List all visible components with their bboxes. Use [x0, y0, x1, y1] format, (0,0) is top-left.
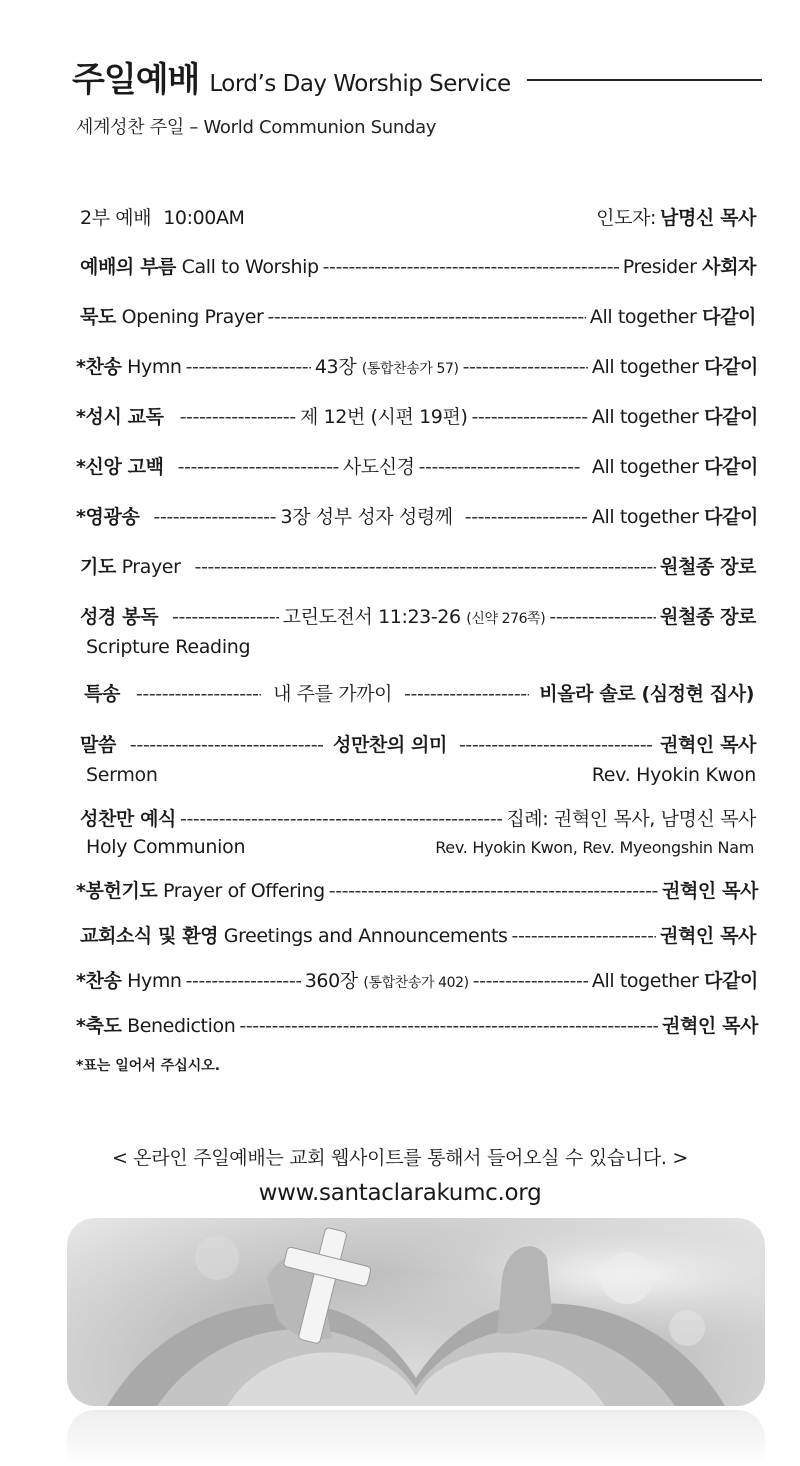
leader-dots: [463, 356, 588, 378]
item-detail: 내 주를 가까이: [273, 683, 393, 705]
standing-note: *표는 일어서 주십시오.: [76, 1058, 221, 1074]
item-detail: 43장: [314, 356, 357, 378]
leader-dots: [130, 734, 323, 756]
item-detail: 제 12번 (시편 19편): [299, 406, 468, 428]
item-leader-ko: 권혁인 목사: [662, 880, 758, 902]
item-leader-ko: 다같이: [704, 406, 758, 428]
order-item-responsive-reading: [76, 402, 758, 429]
item-title-en: Hymn: [127, 356, 182, 378]
order-item-holy-communion: [80, 804, 756, 831]
item-leader-en: All together: [591, 970, 699, 992]
item-title-en: Prayer: [121, 556, 181, 578]
leader-dots: [172, 606, 279, 628]
item-title-ko: *찬송: [76, 356, 122, 378]
item-title-ko: *봉헌기도: [76, 880, 158, 902]
item-title-en: Benediction: [127, 1015, 236, 1037]
item-title-ko: *성시 교독: [76, 406, 164, 428]
item-detail-small: (통합찬송가 57): [361, 361, 459, 377]
item-leader-ko: 권혁인 목사: [662, 1015, 758, 1037]
leader-dots: [153, 506, 276, 528]
order-item-offering-prayer: [76, 876, 758, 903]
order-item-special-music: [84, 679, 754, 706]
item-leader-ko: 다같이: [704, 506, 759, 528]
item-title-ko: 말씀: [80, 734, 116, 756]
hands-illustration: [67, 1218, 765, 1406]
sermon-preacher-en: Rev. Hyokin Kwon: [591, 764, 756, 786]
item-title-en: Prayer of Offering: [163, 880, 325, 902]
leader-dots: [471, 406, 587, 428]
item-leader-ko: 원철종 장로: [660, 556, 756, 578]
item-leader-ko: 다같이: [702, 306, 756, 328]
order-item-hymn-43: [76, 352, 758, 379]
item-leader: 집례: 권혁인 목사, 남명신 목사: [506, 808, 756, 830]
leader-dots: [323, 256, 619, 278]
order-item-opening-prayer: [80, 302, 756, 329]
leader-dots: [195, 556, 657, 578]
item-leader-en: All together: [591, 356, 699, 378]
leader-dots: [459, 734, 652, 756]
service-time-row: [80, 203, 756, 230]
online-worship-message: < 온라인 주일예배는 교회 웹사이트를 통해서 들어오실 수 있습니다. >: [111, 1147, 689, 1169]
order-item-gloria-patri: [76, 502, 758, 529]
leader-dots: [186, 356, 311, 378]
item-leader-en: All together: [591, 506, 699, 528]
item-title-ko: *찬송: [76, 970, 122, 992]
item-leader-ko: 비올라 솔로 (심정현 집사): [539, 683, 755, 705]
leader-dots: [239, 1015, 658, 1037]
item-title-en: Opening Prayer: [121, 306, 264, 328]
order-item-scripture: [80, 602, 756, 629]
order-item-benediction: [76, 1011, 758, 1038]
leader-dots: [267, 306, 585, 328]
item-detail-small: (통합찬송가 402): [363, 975, 469, 991]
leader-dots: [186, 970, 301, 992]
leader-name: 남명신 목사: [660, 207, 756, 229]
item-leader-ko: 원철종 장로: [660, 606, 756, 628]
leader-dots: [136, 683, 261, 705]
leader-dots: [549, 606, 656, 628]
church-website-link[interactable]: www.santaclarakumc.org: [258, 1180, 542, 1206]
item-title-en: Call to Worship: [181, 256, 319, 278]
leader-dots: [180, 406, 296, 428]
item-detail: 3장 성부 성자 성령께: [280, 506, 453, 528]
item-title-ko: 묵도: [80, 306, 116, 328]
order-item-sermon: [80, 730, 756, 757]
item-leader-en: All together: [589, 306, 697, 328]
item-leader-ko: 권혁인 목사: [660, 925, 756, 947]
order-item-hymn-360: [76, 966, 758, 993]
item-title-ko: 성경 봉독: [80, 606, 159, 628]
item-leader-ko: 사회자: [702, 256, 756, 278]
item-leader-ko: 다같이: [704, 456, 759, 478]
item-leader-ko: 다같이: [704, 970, 758, 992]
title-row: [72, 52, 762, 101]
title-rule: [527, 79, 762, 81]
leader-label: 인도자:: [596, 207, 656, 229]
item-leader-en: All together: [591, 406, 699, 428]
bulletin-header: [72, 52, 762, 139]
item-detail-small: (신약 276쪽): [466, 611, 546, 627]
item-title-ko: *영광송: [76, 506, 140, 528]
leader-dots: [473, 970, 588, 992]
order-item-call-to-worship: [80, 252, 756, 279]
subtitle: 세계성찬 주일 – World Communion Sunday: [76, 117, 437, 138]
item-leader-en: All together: [591, 456, 699, 478]
item-leader-en: Presider: [622, 256, 697, 278]
leader-dots: [404, 683, 529, 705]
order-item-announcements: [80, 921, 756, 948]
communion-subtitle: Holy Communion: [86, 836, 246, 858]
item-leader-ko: 권혁인 목사: [660, 734, 756, 756]
service-time: 10:00AM: [163, 207, 245, 229]
photo-reflection: [67, 1410, 765, 1466]
sermon-title: 성만찬의 의미: [332, 734, 447, 756]
item-leader-ko: 다같이: [704, 356, 759, 378]
order-item-creed: [76, 452, 758, 479]
item-title-ko: *축도: [76, 1015, 122, 1037]
leader-dots: [419, 456, 580, 478]
order-item-prayer: [80, 552, 756, 579]
title-korean: 주일예배: [72, 60, 200, 100]
cross-in-hands-photo: [67, 1218, 765, 1406]
sermon-subtitle: Sermon: [86, 764, 158, 786]
item-detail: 360장: [304, 970, 358, 992]
item-title-en: Greetings and Announcements: [223, 925, 508, 947]
item-title-ko: 교회소식 및 환영: [80, 925, 219, 947]
item-title-ko: 특송: [84, 683, 120, 705]
item-detail: 사도신경: [342, 456, 415, 478]
title-english: Lord’s Day Worship Service: [209, 71, 511, 97]
item-title-ko: *신앙 고백: [76, 456, 164, 478]
item-title-ko: 예배의 부름: [80, 256, 176, 278]
leader-dots: [465, 506, 588, 528]
scripture-subtitle: Scripture Reading: [86, 636, 251, 658]
communion-officiants-en: Rev. Hyokin Kwon, Rev. Myeongshin Nam: [435, 838, 754, 857]
item-title-en: Hymn: [127, 970, 182, 992]
leader-dots: [329, 880, 658, 902]
item-title-ko: 성찬만 예식: [80, 808, 176, 830]
leader-dots: [512, 925, 656, 947]
service-label: 2부 예배: [80, 207, 152, 229]
item-detail: 고린도전서 11:23-26: [282, 606, 461, 628]
leader-dots: [178, 456, 339, 478]
item-title-ko: 기도: [80, 556, 116, 578]
leader-dots: [180, 808, 502, 830]
